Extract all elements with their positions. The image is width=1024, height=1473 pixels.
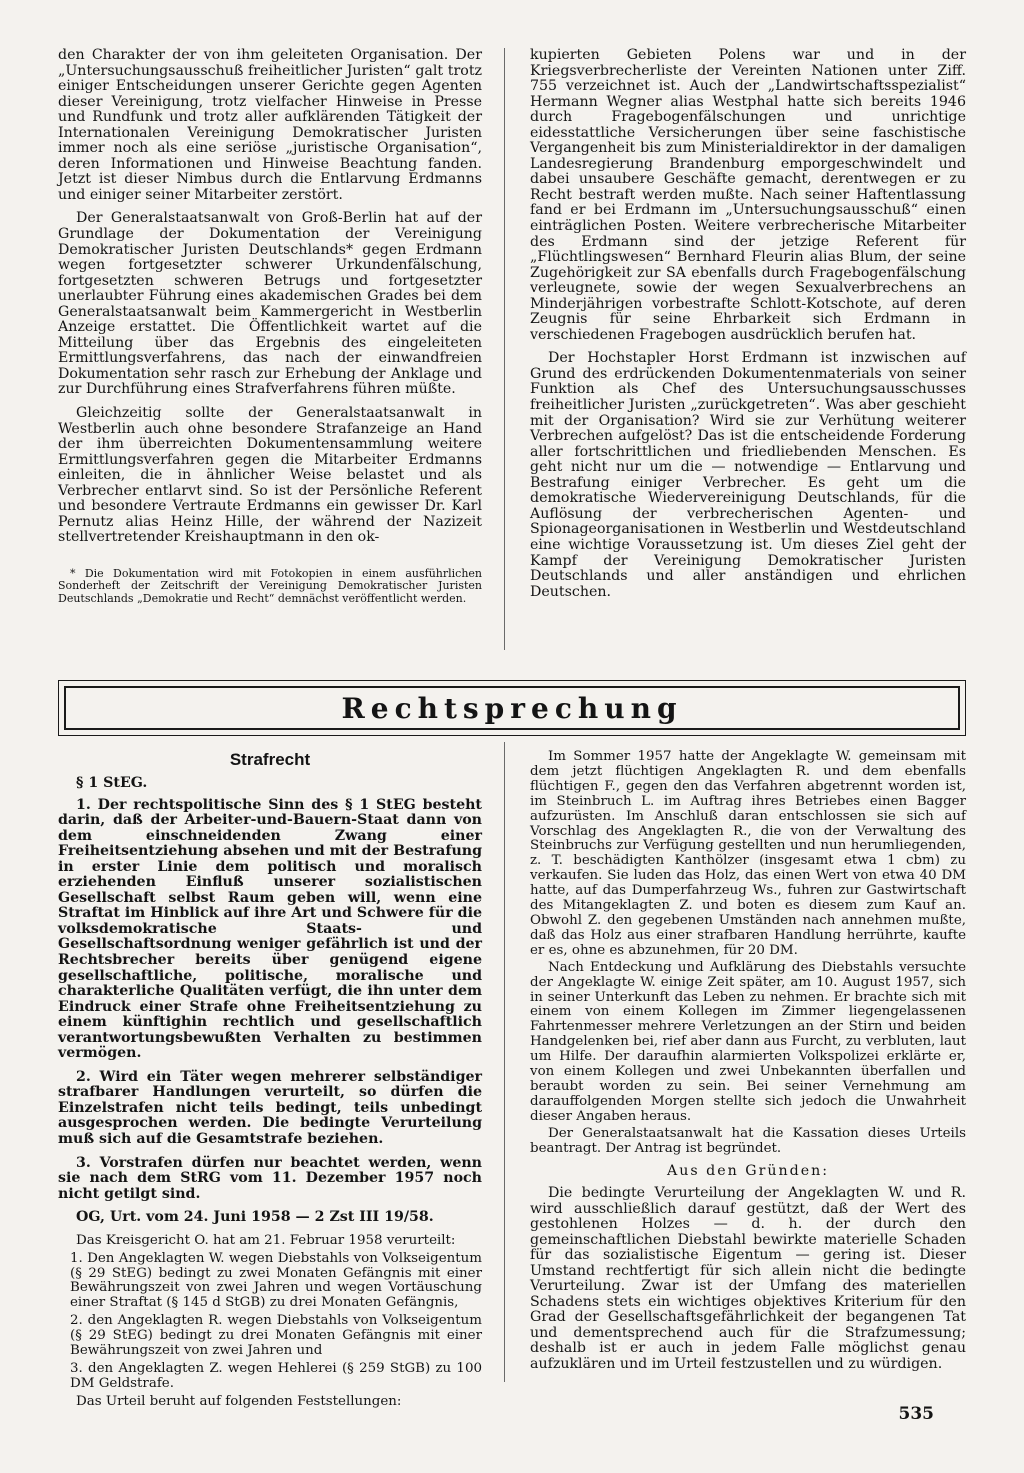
section-heading: Strafrecht [229,750,311,769]
section-banner [58,680,966,736]
verdict-item: 1. Den Angeklagten W. wegen Diebstahls von Volkseigentum (§ 29 StEG) bedingt zu zwei Monaten Gefängnis mit einer Bewährungszeit von zwei Jahren und wegen Vortäuschung einer Straftat (§ 145 d StGB) zu drei Monaten Gefängnis, [70,1250,482,1311]
banner-frame [64,686,960,730]
body-paragraph: Der Hochstapler Horst Erdmann ist inzwischen auf Grund des erdrückenden Dokumentenmaterials von seiner Funktion als Chef des Untersuchungsausschusses freiheitlicher Juristen „zurückgetreten“. Was aber geschieht mit der Organisation? Wird sie zur Verhütung weiterer Verbrechen aufgelöst? Das ist die entscheidende Forderung aller fortschrittlichen und friedliebenden Menschen. Es geht nicht nur um die — notwendige — Entlarvung und Bestrafung einiger Verbrecher. Es geht um die demokratische Wiedervereinigung Deutschlands, für die Auflösung der verbrecherischen Agenten- und Spionageorganisationen in Westberlin und Westdeutschland eine wichtige Voraussetzung ist. Um dieses Ziel geht der Kampf der Vereinigung Demokratischer Juristen Deutschlands und aller anständigen und ehrlichen Deutschen. [530,350,966,600]
verdict-item: 2. den Angeklagten R. wegen Diebstahls von Volkseigentum (§ 29 StEG) bedingt zu drei Monaten Gefängnis mit einer Bewährungszeit von zwei Jahren und [70,1313,482,1359]
bottom-right-column [530,750,966,1373]
statute-reference: § 1 StEG. [76,775,148,791]
body-paragraph: Gleichzeitig sollte der Generalstaatsanwalt in Westberlin auch ohne besondere Strafanzeige an Hand der ihm überreichten Dokumentensammlung weitere Ermittlungsverfahren gegen die Mitarbeiter Erdmanns einleiten, die in ähnlicher Weise belastet und als Verbrecher entlarvt sind. So ist der Persönliche Referent und besondere Vertraute Erdmanns ein gewisser Dr. Karl Pernutz alias Heinz Hille, der während der Nazizeit stellvertretender Kreishauptmann in den ok- [58,405,482,546]
footnote: * Die Dokumentation wird mit Fotokopien in einem ausführlichen Sonderheft der Zeitschrift der Vereinigung Demokratischer Juristen Deutschlands „Demokratie und Recht“ demnächst veröffentlicht werden. [58,566,482,605]
headnote: 1. Der rechtspolitische Sinn des § 1 StEG besteht darin, daß der Arbeiter-und-Bauern-Staat dann von dem einschneidenden Zwang einer Freiheitsentziehung absehen und mit der Bestrafung in erster Linie dem politisch und moralisch erziehenden Einfluß unserer sozialistischen Gesellschaft selbst Raum geben will, wenn eine Straftat im Hinblick auf ihre Art und Schwere für die volksdemokratische Staats- und Gesellschaftsordnung weniger gefährlich ist und der Rechtsbrecher bereits über genügend eigene gesellschaftliche, politische, moralische und charakterliche Qualitäten verfügt, die ihn unter dem Eindruck einer Strafe ohne Freiheitsentziehung zu einem künftighin rechtlich und gesellschaftlich verantwortungsbewußten Verhalten zu bestimmen vermögen. [58,796,482,1062]
top-right-column [530,48,966,600]
bottom-left-column [58,750,482,1410]
body-paragraph: Der Generalstaatsanwalt von Groß-Berlin hat auf der Grundlage der Dokumentation der Vereinigung Demokratischer Juristen Deutschlands* gegen Erdmann wegen fortgesetzter schwerer Urkundenfälschung, fortgesetzten schweren Betrugs und fortgesetzter unerlaubter Führung eines akademischen Grades bei dem Generalstaatsanwalt beim Kammergericht in Westberlin Anzeige erstattet. Die Öffentlichkeit wartet auf die Mitteilung über das Ergebnis des eingeleiteten Ermittlungsverfahrens, das nach der einwandfreien Dokumentation sehr rasch zur Erhebung der Anklage und zur Durchführung eines Strafverfahrens führen müßte. [58,210,482,398]
verdict-item: 3. den Angeklagten Z. wegen Hehlerei (§ 259 StGB) zu 100 DM Geldstrafe. [70,1361,482,1391]
grounds-heading: Aus den Gründen: [666,1163,830,1180]
facts-paragraph: Nach Entdeckung und Aufklärung des Diebstahls versuchte der Angeklagte W. einige Zeit später, am 10. August 1957, sich in seiner Unterkunft das Leben zu nehmen. Er brachte sich mit einem von einem Kollegen im Zimmer liegengelassenen Fahrtenmesser mehrere Verletzungen an der Stirn und beiden Handgelenken bei, rief aber dann aus Furcht, zu verbluten, laut um Hilfe. Der daraufhin alarmierten Volkspolizei erklärte er, von einem Kollegen und zwei Unbekannten überfallen und beraubt worden zu sein. Bei seiner Vernehmung am darauffolgenden Morgen stellte sich jedoch die Unwahrheit dieser Angaben heraus. [530,959,966,1124]
headnote: 3. Vorstrafen dürfen nur beachtet werden, wenn sie nach dem StRG vom 11. Dezember 1957 noch nicht getilgt sind. [58,1154,482,1202]
grounds-paragraph: Die bedingte Verurteilung der Angeklagten W. und R. wird ausschließlich darauf gestützt, daß der Wert des gestohlenen Holzes — d. h. der durch den gemeinschaftlichen Diebstahl bewirkte materielle Schaden für das sozialistische Eigentum — gering ist. Dieser Umstand rechtfertigt für sich allein nicht die bedingte Verurteilung. Zwar ist der Umfang des materiellen Schadens stets ein wichtiges objektives Kriterium für den Grad der Gesellschaftsgefährlichkeit der begangenen Tat und dementsprechend auch für die Strafzumessung; deshalb ist er auch in jedem Falle möglichst genau aufzuklären und im Urteil festzustellen und zu würdigen. [530,1185,966,1373]
facts-paragraph: Der Generalstaatsanwalt hat die Kassation dieses Urteils beantragt. Der Antrag ist begründet. [530,1125,966,1156]
headnote: 2. Wird ein Täter wegen mehrerer selbständiger strafbarer Handlungen verurteilt, so dürfen die Einzelstrafen nicht teils bedingt, teils unbedingt ausgesprochen werden. Die bedingte Verurteilung muß sich auf die Gesamtstrafe beziehen. [58,1068,482,1148]
page-number: 535 [898,1404,934,1424]
banner-title: Rechtsprechung [341,691,683,725]
facts-paragraph: Im Sommer 1957 hatte der Angeklagte W. gemeinsam mit dem jetzt flüchtigen Angeklagten R. und dem ebenfalls flüchtigen F., gegen den das Verfahren abgetrennt worden ist, im Steinbruch L. im Auftrag ihres Betriebes einen Bagger aufzurüsten. Im Anschluß daran entschlossen sie sich auf Vorschlag des Angeklagten R., die von der Verwaltung des Steinbruchs zur Verfügung gestellten und nun herumliegenden, z. T. beschädigten Kanthölzer (insgesamt etwa 1 cbm) zu verkaufen. Sie luden das Holz, das einen Wert von etwa 40 DM hatte, auf das Dumperfahrzeug Ws., fuhren zur Gastwirtschaft des Mitangeklagten Z. und boten es diesem zum Kauf an. Obwohl Z. den gegebenen Umständen nach annehmen mußte, daß das Holz aus einer strafbaren Handlung herrührte, kaufte er es, ohne es abzunehmen, für 20 DM. [530,749,966,958]
column-divider [504,742,505,1382]
intro-line: Das Kreisgericht O. hat am 21. Februar 1958 verurteilt: [76,1232,456,1248]
outro-line: Das Urteil beruht auf folgenden Feststellungen: [76,1393,402,1409]
court-citation: OG, Urt. vom 24. Juni 1958 — 2 Zst III 19/58. [76,1209,434,1226]
top-left-column [58,48,482,605]
body-paragraph: kupierten Gebieten Polens war und in der Kriegsverbrecherliste der Vereinten Nationen unter Ziff. 755 verzeichnet ist. Auch der „Landwirtschaftsspezialist“ Hermann Wegner alias Westphal hatte sich bereits 1946 durch Fragebogenfälschungen und unrichtige eidesstattliche Versicherungen über seine faschistische Vergangenheit bis zum Ministerialdirektor in der damaligen Landesregierung Brandenburg emporgeschwindelt und dabei unsaubere Geschäfte gemacht, derentwegen er zu Recht bestraft werden mußte. Nach seiner Haftentlassung fand er bei Erdmann im „Untersuchungsausschuß“ einen einträglichen Posten. Weitere verbrecherische Mitarbeiter des Erdmann sind der jetzige Referent für „Flüchtlingswesen“ Bernhard Fleurin alias Blum, der seine Zugehörigkeit zur SA ebenfalls durch Fragebogenfälschung verleugnete, sowie der wegen Sexualverbrechens an Minderjährigen vorbestrafte Schlott-Kotschote, auf deren Zeugnis für seine Ehrbarkeit sich Erdmann in verschiedenen Fragebogen ausdrücklich berufen hat. [530,47,966,343]
body-paragraph: den Charakter der von ihm geleiteten Organisation. Der „Untersuchungsausschuß freiheitlicher Juristen“ galt trotz einiger Entscheidungen unserer Gerichte gegen Agenten dieser Vereinigung, trotz vielfacher Hinweise in Presse und Rundfunk und trotz aller aufklärenden Tätigkeit der Internationalen Vereinigung Demokratischer Juristen immer noch als eine seriöse „juristische Organisation“, deren Informationen und Hinweise Beachtung fanden. Jetzt ist dieser Nimbus durch die Entlarvung Erdmanns und einiger seiner Mitarbeiter zerstört. [58,47,482,203]
column-divider [504,48,505,650]
